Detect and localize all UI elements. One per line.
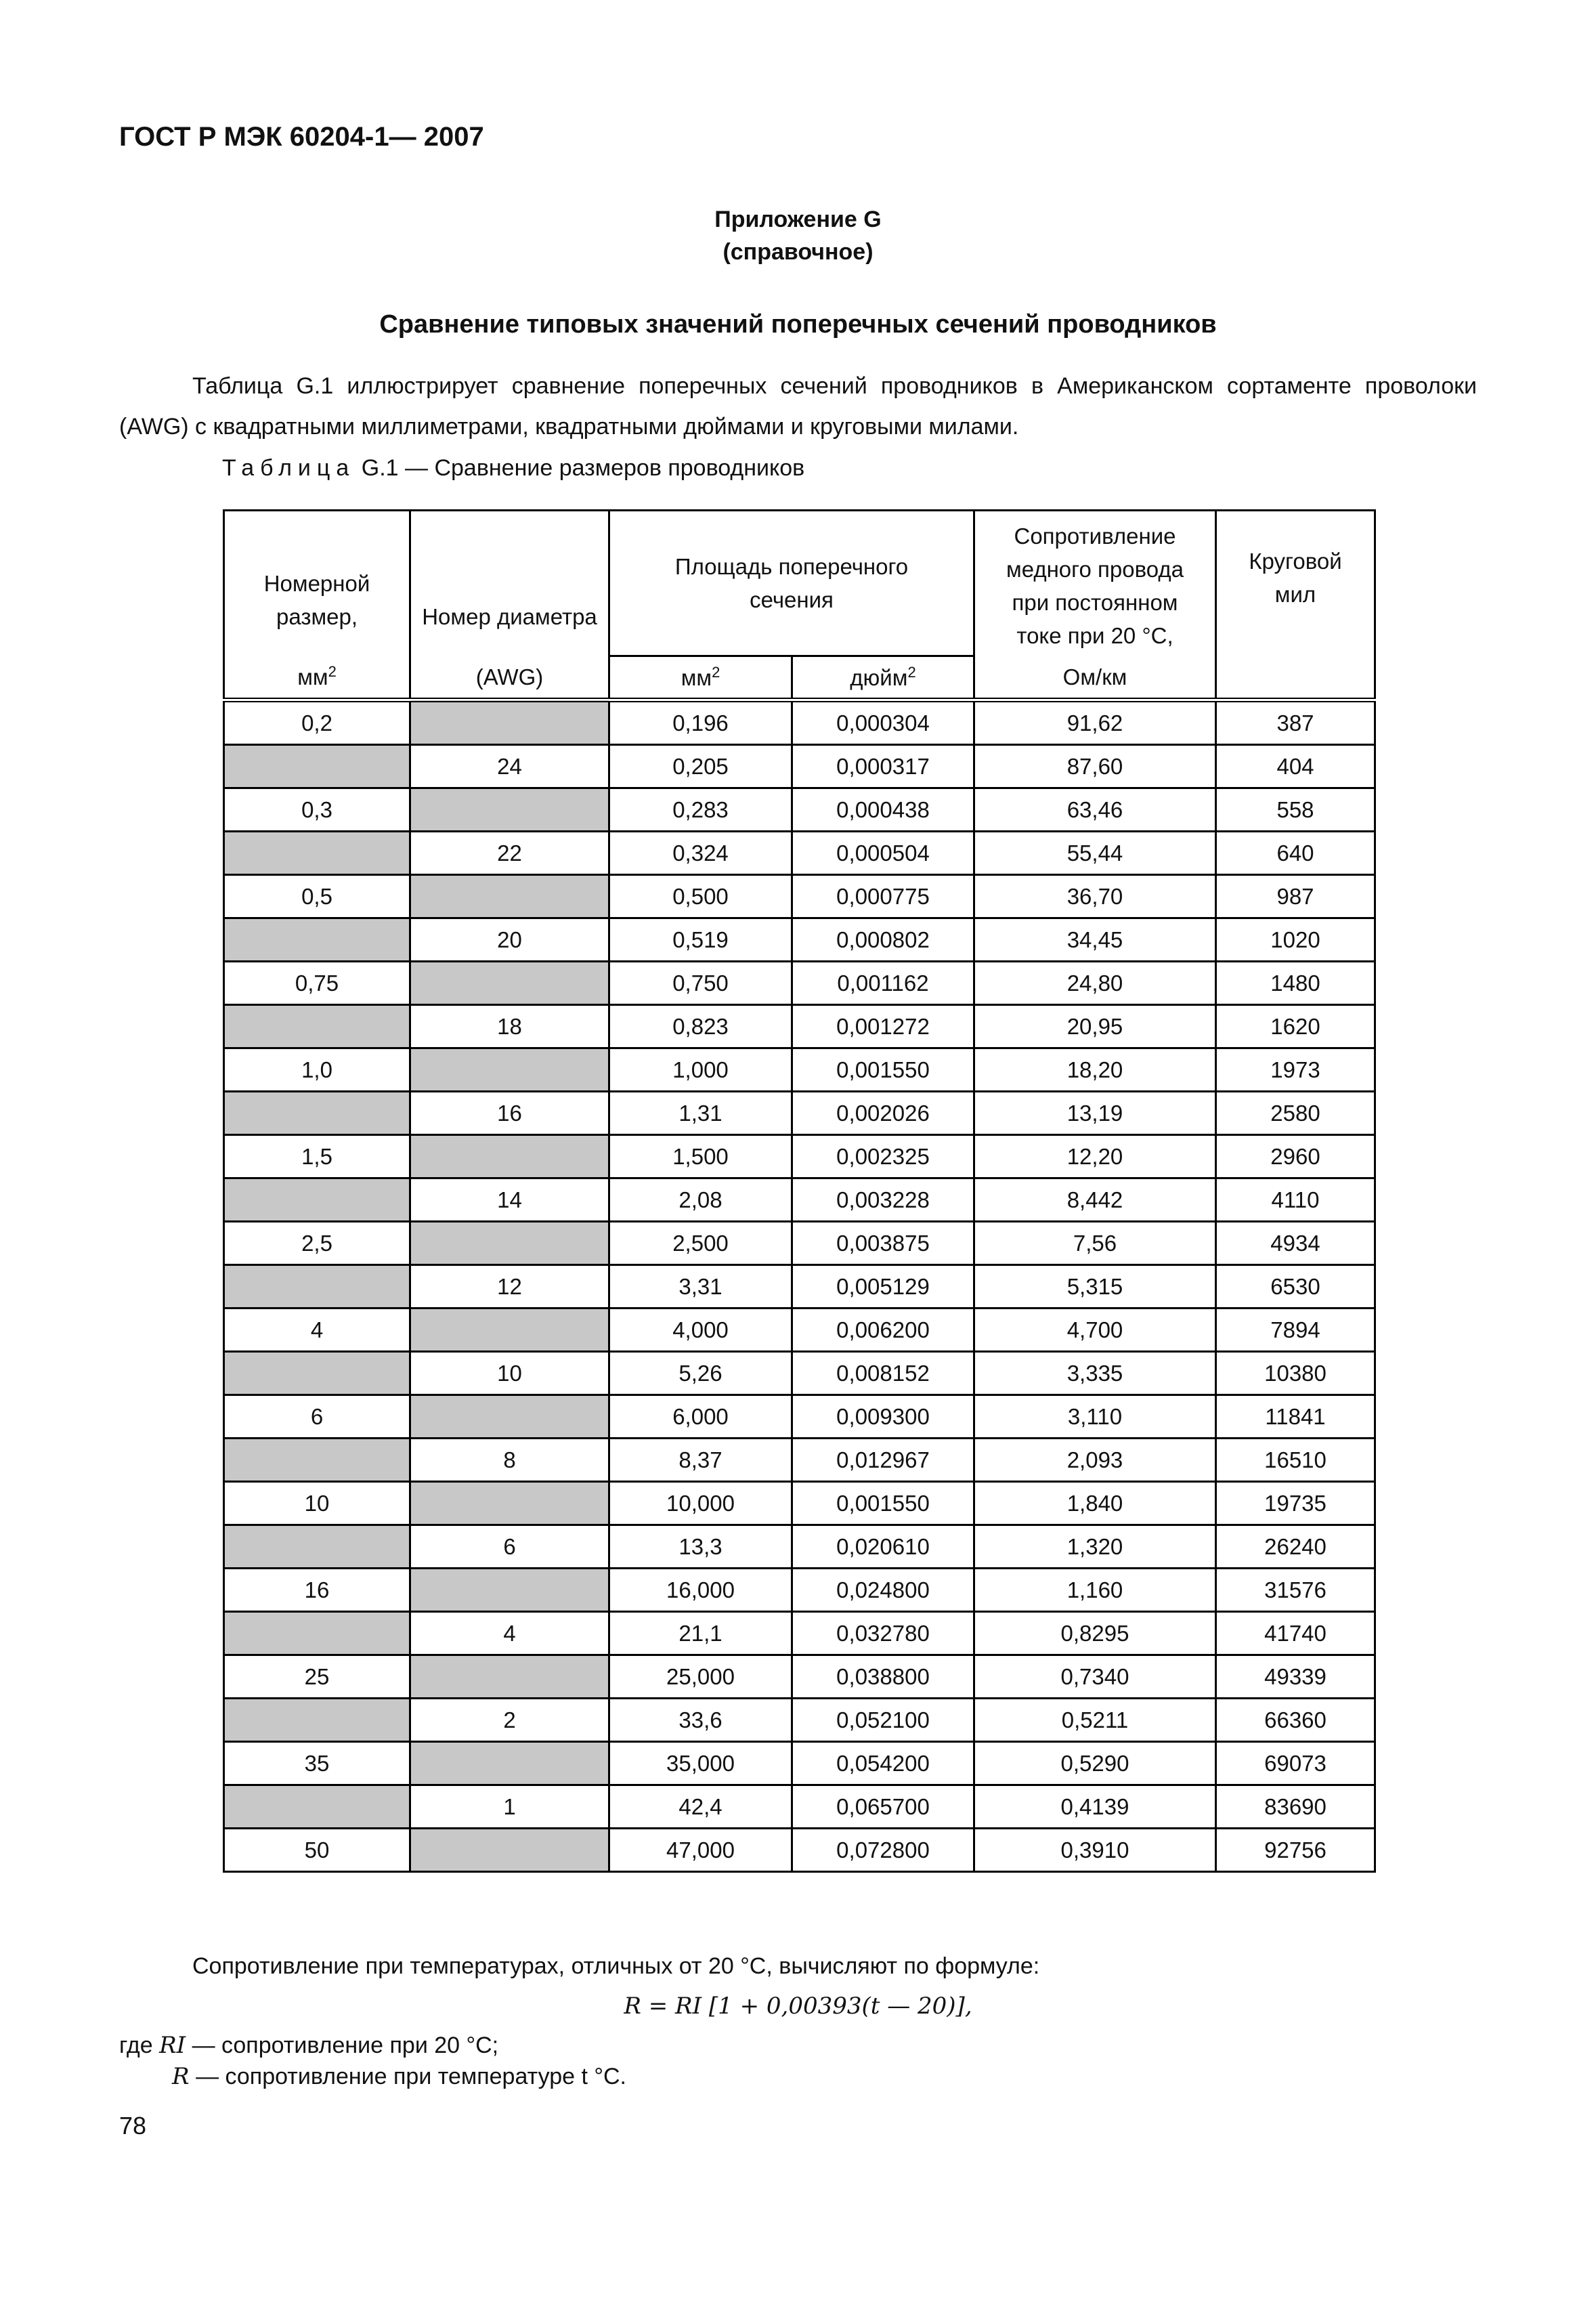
- cell-ohm: 7,56: [974, 1222, 1216, 1265]
- cell-cmil: 640: [1216, 832, 1375, 875]
- cell-ohm: 0,3910: [974, 1829, 1216, 1872]
- page-number: 78: [119, 2112, 147, 2140]
- formula-note: Сопротивление при температурах, отличных от 20 °С, вычисляют по формуле:: [192, 1953, 1040, 1979]
- cell-in2: 0,000775: [792, 875, 974, 918]
- cell-cmil: 19735: [1216, 1482, 1375, 1525]
- cell-cmil: 1973: [1216, 1048, 1375, 1092]
- cell-mm2: 3,31: [609, 1265, 792, 1309]
- legend-r: R — сопротивление при температуре t °С.: [172, 2063, 626, 2090]
- cell-in2: 0,003875: [792, 1222, 974, 1265]
- cell-in2: 0,038800: [792, 1655, 974, 1699]
- cell-cmil: 4934: [1216, 1222, 1375, 1265]
- cell-mm2: 6,000: [609, 1395, 792, 1439]
- cell-ohm: 24,80: [974, 962, 1216, 1005]
- header-circular-mil: Круговой мил: [1216, 511, 1375, 700]
- cell-awg: 6: [410, 1525, 609, 1569]
- cell-cmil: 1620: [1216, 1005, 1375, 1048]
- cell-nominal: [224, 832, 410, 875]
- cell-nominal: [224, 1092, 410, 1135]
- table-row: [224, 875, 1375, 918]
- cell-mm2: 1,000: [609, 1048, 792, 1092]
- cell-in2: 0,065700: [792, 1785, 974, 1829]
- cell-mm2: 42,4: [609, 1785, 792, 1829]
- cell-mm2: 8,37: [609, 1439, 792, 1482]
- table-row: [224, 1092, 1375, 1135]
- cell-ohm: 1,840: [974, 1482, 1216, 1525]
- cell-cmil: 16510: [1216, 1439, 1375, 1482]
- cell-ohm: 3,335: [974, 1352, 1216, 1395]
- cell-ohm: 0,4139: [974, 1785, 1216, 1829]
- cell-awg: [410, 1222, 609, 1265]
- cell-cmil: 1020: [1216, 918, 1375, 962]
- cell-awg: 20: [410, 918, 609, 962]
- intro-paragraph: Таблица G.1 иллюстрирует сравнение поперечных сечений проводников в Американском сортаменте проволоки (AWG) с квадратными миллиметрами, квадратными дюймами и круговыми милами.: [119, 373, 1477, 440]
- cell-awg: [410, 1655, 609, 1699]
- table-row: [224, 1829, 1375, 1872]
- table-caption: [222, 455, 804, 482]
- cell-in2: 0,000802: [792, 918, 974, 962]
- cell-awg: 8: [410, 1439, 609, 1482]
- cell-in2: 0,012967: [792, 1439, 974, 1482]
- cell-mm2: 10,000: [609, 1482, 792, 1525]
- cell-nominal: [224, 1352, 410, 1395]
- cell-ohm: 55,44: [974, 832, 1216, 875]
- cell-mm2: 0,500: [609, 875, 792, 918]
- cell-cmil: 558: [1216, 788, 1375, 832]
- cell-mm2: 25,000: [609, 1655, 792, 1699]
- cell-awg: [410, 875, 609, 918]
- cell-nominal: 0,75: [224, 962, 410, 1005]
- cell-awg: [410, 1309, 609, 1352]
- table-row: [224, 918, 1375, 962]
- cell-awg: [410, 1135, 609, 1178]
- table-body: [224, 700, 1375, 1872]
- cell-awg: [410, 1742, 609, 1785]
- header-awg: [410, 511, 609, 700]
- conductor-size-table: [223, 509, 1376, 1873]
- table-row: [224, 1265, 1375, 1309]
- cell-awg: [410, 1482, 609, 1525]
- cell-nominal: 16: [224, 1569, 410, 1612]
- table-row: [224, 1352, 1375, 1395]
- cell-nominal: 1,0: [224, 1048, 410, 1092]
- cell-nominal: [224, 918, 410, 962]
- cell-nominal: [224, 1785, 410, 1829]
- cell-cmil: 4110: [1216, 1178, 1375, 1222]
- cell-awg: 2: [410, 1699, 609, 1742]
- cell-cmil: 69073: [1216, 1742, 1375, 1785]
- cell-nominal: 6: [224, 1395, 410, 1439]
- cell-ohm: 1,160: [974, 1569, 1216, 1612]
- header-cross-section-area: Площадь поперечного сечения: [609, 511, 974, 656]
- cell-in2: 0,052100: [792, 1699, 974, 1742]
- table-row: [224, 1395, 1375, 1439]
- cell-cmil: 83690: [1216, 1785, 1375, 1829]
- cell-nominal: [224, 1005, 410, 1048]
- cell-mm2: 1,500: [609, 1135, 792, 1178]
- cell-ohm: 0,5211: [974, 1699, 1216, 1742]
- cell-in2: 0,000504: [792, 832, 974, 875]
- cell-mm2: 16,000: [609, 1569, 792, 1612]
- cell-nominal: [224, 1699, 410, 1742]
- cell-ohm: 1,320: [974, 1525, 1216, 1569]
- table-row: [224, 1135, 1375, 1178]
- cell-ohm: 0,7340: [974, 1655, 1216, 1699]
- cell-ohm: 0,8295: [974, 1612, 1216, 1655]
- header-area-mm2: $мм^2$: [609, 656, 792, 700]
- cell-cmil: 987: [1216, 875, 1375, 918]
- cell-nominal: 0,2: [224, 700, 410, 745]
- table-row: [224, 1612, 1375, 1655]
- table-row: [224, 1005, 1375, 1048]
- table-row: [224, 1569, 1375, 1612]
- cell-cmil: 11841: [1216, 1395, 1375, 1439]
- cell-in2: 0,024800: [792, 1569, 974, 1612]
- cell-nominal: [224, 1178, 410, 1222]
- header-awg-unit: (AWG): [475, 664, 544, 689]
- cell-in2: 0,003228: [792, 1178, 974, 1222]
- table-row: [224, 1309, 1375, 1352]
- header-awg-label: Номер диаметра: [422, 604, 597, 629]
- cell-cmil: 66360: [1216, 1699, 1375, 1742]
- cell-awg: [410, 962, 609, 1005]
- cell-nominal: 4: [224, 1309, 410, 1352]
- cell-in2: 0,002026: [792, 1092, 974, 1135]
- cell-in2: 0,054200: [792, 1742, 974, 1785]
- cell-ohm: 36,70: [974, 875, 1216, 918]
- cell-ohm: 34,45: [974, 918, 1216, 962]
- cell-mm2: 0,823: [609, 1005, 792, 1048]
- cell-awg: 22: [410, 832, 609, 875]
- cell-cmil: 49339: [1216, 1655, 1375, 1699]
- cell-awg: [410, 1829, 609, 1872]
- cell-mm2: 2,08: [609, 1178, 792, 1222]
- table-row: [224, 1482, 1375, 1525]
- cell-in2: 0,009300: [792, 1395, 974, 1439]
- cell-cmil: 92756: [1216, 1829, 1375, 1872]
- cell-nominal: 0,3: [224, 788, 410, 832]
- cell-mm2: 0,205: [609, 745, 792, 788]
- header-area-in2: дюйм$^2$: [792, 656, 974, 700]
- table-row: [224, 962, 1375, 1005]
- table-row: [224, 1439, 1375, 1482]
- cell-cmil: 7894: [1216, 1309, 1375, 1352]
- cell-ohm: 20,95: [974, 1005, 1216, 1048]
- table-row: [224, 1048, 1375, 1092]
- cell-ohm: 0,5290: [974, 1742, 1216, 1785]
- cell-cmil: 26240: [1216, 1525, 1375, 1569]
- cell-ohm: 8,442: [974, 1178, 1216, 1222]
- cell-mm2: 0,283: [609, 788, 792, 832]
- cell-cmil: 1480: [1216, 962, 1375, 1005]
- cell-cmil: 6530: [1216, 1265, 1375, 1309]
- cell-in2: 0,001550: [792, 1048, 974, 1092]
- header-nominal-size: [224, 511, 410, 700]
- annex-subtitle: (справочное): [722, 239, 874, 265]
- cell-mm2: 35,000: [609, 1742, 792, 1785]
- annex-heading: [0, 203, 1596, 268]
- cell-mm2: 0,750: [609, 962, 792, 1005]
- cell-awg: 12: [410, 1265, 609, 1309]
- cell-cmil: 10380: [1216, 1352, 1375, 1395]
- cell-awg: [410, 1569, 609, 1612]
- cell-in2: 0,020610: [792, 1525, 974, 1569]
- table-row: [224, 1655, 1375, 1699]
- table-row: [224, 1785, 1375, 1829]
- cell-mm2: 0,519: [609, 918, 792, 962]
- header-resistance: [974, 511, 1216, 700]
- cell-ohm: 91,62: [974, 700, 1216, 745]
- table-row: [224, 745, 1375, 788]
- cell-in2: 0,000317: [792, 745, 974, 788]
- cell-mm2: 5,26: [609, 1352, 792, 1395]
- cell-awg: 18: [410, 1005, 609, 1048]
- header-nominal-label: Номерной размер,: [263, 571, 370, 629]
- cell-in2: 0,001162: [792, 962, 974, 1005]
- cell-ohm: 87,60: [974, 745, 1216, 788]
- cell-mm2: 21,1: [609, 1612, 792, 1655]
- cell-nominal: [224, 1265, 410, 1309]
- cell-ohm: 5,315: [974, 1265, 1216, 1309]
- cell-in2: 0,006200: [792, 1309, 974, 1352]
- cell-cmil: 404: [1216, 745, 1375, 788]
- table-row: [224, 788, 1375, 832]
- cell-nominal: 35: [224, 1742, 410, 1785]
- cell-mm2: 47,000: [609, 1829, 792, 1872]
- cell-nominal: 10: [224, 1482, 410, 1525]
- table-row: [224, 1178, 1375, 1222]
- cell-in2: 0,032780: [792, 1612, 974, 1655]
- table-row: [224, 700, 1375, 745]
- cell-mm2: 1,31: [609, 1092, 792, 1135]
- table-caption-prefix: Таблица: [222, 455, 355, 481]
- cell-cmil: 2580: [1216, 1092, 1375, 1135]
- cell-awg: 10: [410, 1352, 609, 1395]
- header-resistance-label: Сопротивление медного провода при постоянном токе при 20 °С,: [1006, 524, 1184, 648]
- cell-cmil: 387: [1216, 700, 1375, 745]
- cell-nominal: [224, 1612, 410, 1655]
- cell-mm2: 13,3: [609, 1525, 792, 1569]
- legend-ri: где RI — сопротивление при 20 °С;: [119, 2032, 499, 2059]
- cell-nominal: [224, 1439, 410, 1482]
- cell-awg: 1: [410, 1785, 609, 1829]
- table-row: [224, 1699, 1375, 1742]
- cell-awg: [410, 1395, 609, 1439]
- cell-ohm: 18,20: [974, 1048, 1216, 1092]
- header-nominal-unit: $мм^2$: [297, 663, 337, 689]
- cell-mm2: 0,196: [609, 700, 792, 745]
- cell-ohm: 63,46: [974, 788, 1216, 832]
- cell-nominal: 0,5: [224, 875, 410, 918]
- cell-awg: [410, 788, 609, 832]
- table-caption-text: G.1 — Сравнение размеров проводников: [361, 455, 805, 481]
- cell-nominal: 50: [224, 1829, 410, 1872]
- cell-in2: 0,001272: [792, 1005, 974, 1048]
- table-row: [224, 1222, 1375, 1265]
- cell-in2: 0,072800: [792, 1829, 974, 1872]
- cell-mm2: 33,6: [609, 1699, 792, 1742]
- cell-cmil: 41740: [1216, 1612, 1375, 1655]
- resistance-formula: R = RI [1 + 0,00393(t — 20)],: [624, 1993, 972, 2020]
- cell-nominal: [224, 1525, 410, 1569]
- cell-mm2: 0,324: [609, 832, 792, 875]
- cell-nominal: 2,5: [224, 1222, 410, 1265]
- header-resistance-unit: Ом/км: [1062, 664, 1127, 689]
- cell-awg: 24: [410, 745, 609, 788]
- cell-ohm: 12,20: [974, 1135, 1216, 1178]
- cell-in2: 0,000304: [792, 700, 974, 745]
- cell-ohm: 13,19: [974, 1092, 1216, 1135]
- annex-title: Приложение G: [714, 207, 882, 232]
- table-row: [224, 1525, 1375, 1569]
- cell-awg: [410, 700, 609, 745]
- cell-in2: 0,000438: [792, 788, 974, 832]
- cell-awg: 4: [410, 1612, 609, 1655]
- cell-ohm: 3,110: [974, 1395, 1216, 1439]
- table-row: [224, 832, 1375, 875]
- cell-mm2: 4,000: [609, 1309, 792, 1352]
- cell-nominal: 25: [224, 1655, 410, 1699]
- cell-mm2: 2,500: [609, 1222, 792, 1265]
- document-code: ГОСТ Р МЭК 60204-1— 2007: [119, 122, 484, 152]
- cell-cmil: 2960: [1216, 1135, 1375, 1178]
- table-row: [224, 1742, 1375, 1785]
- section-title: Сравнение типовых значений поперечных сечений проводников: [379, 310, 1217, 339]
- cell-cmil: 31576: [1216, 1569, 1375, 1612]
- cell-awg: [410, 1048, 609, 1092]
- cell-awg: 16: [410, 1092, 609, 1135]
- cell-awg: 14: [410, 1178, 609, 1222]
- cell-ohm: 4,700: [974, 1309, 1216, 1352]
- cell-ohm: 2,093: [974, 1439, 1216, 1482]
- cell-in2: 0,001550: [792, 1482, 974, 1525]
- cell-nominal: 1,5: [224, 1135, 410, 1178]
- cell-in2: 0,005129: [792, 1265, 974, 1309]
- cell-nominal: [224, 745, 410, 788]
- cell-in2: 0,008152: [792, 1352, 974, 1395]
- cell-in2: 0,002325: [792, 1135, 974, 1178]
